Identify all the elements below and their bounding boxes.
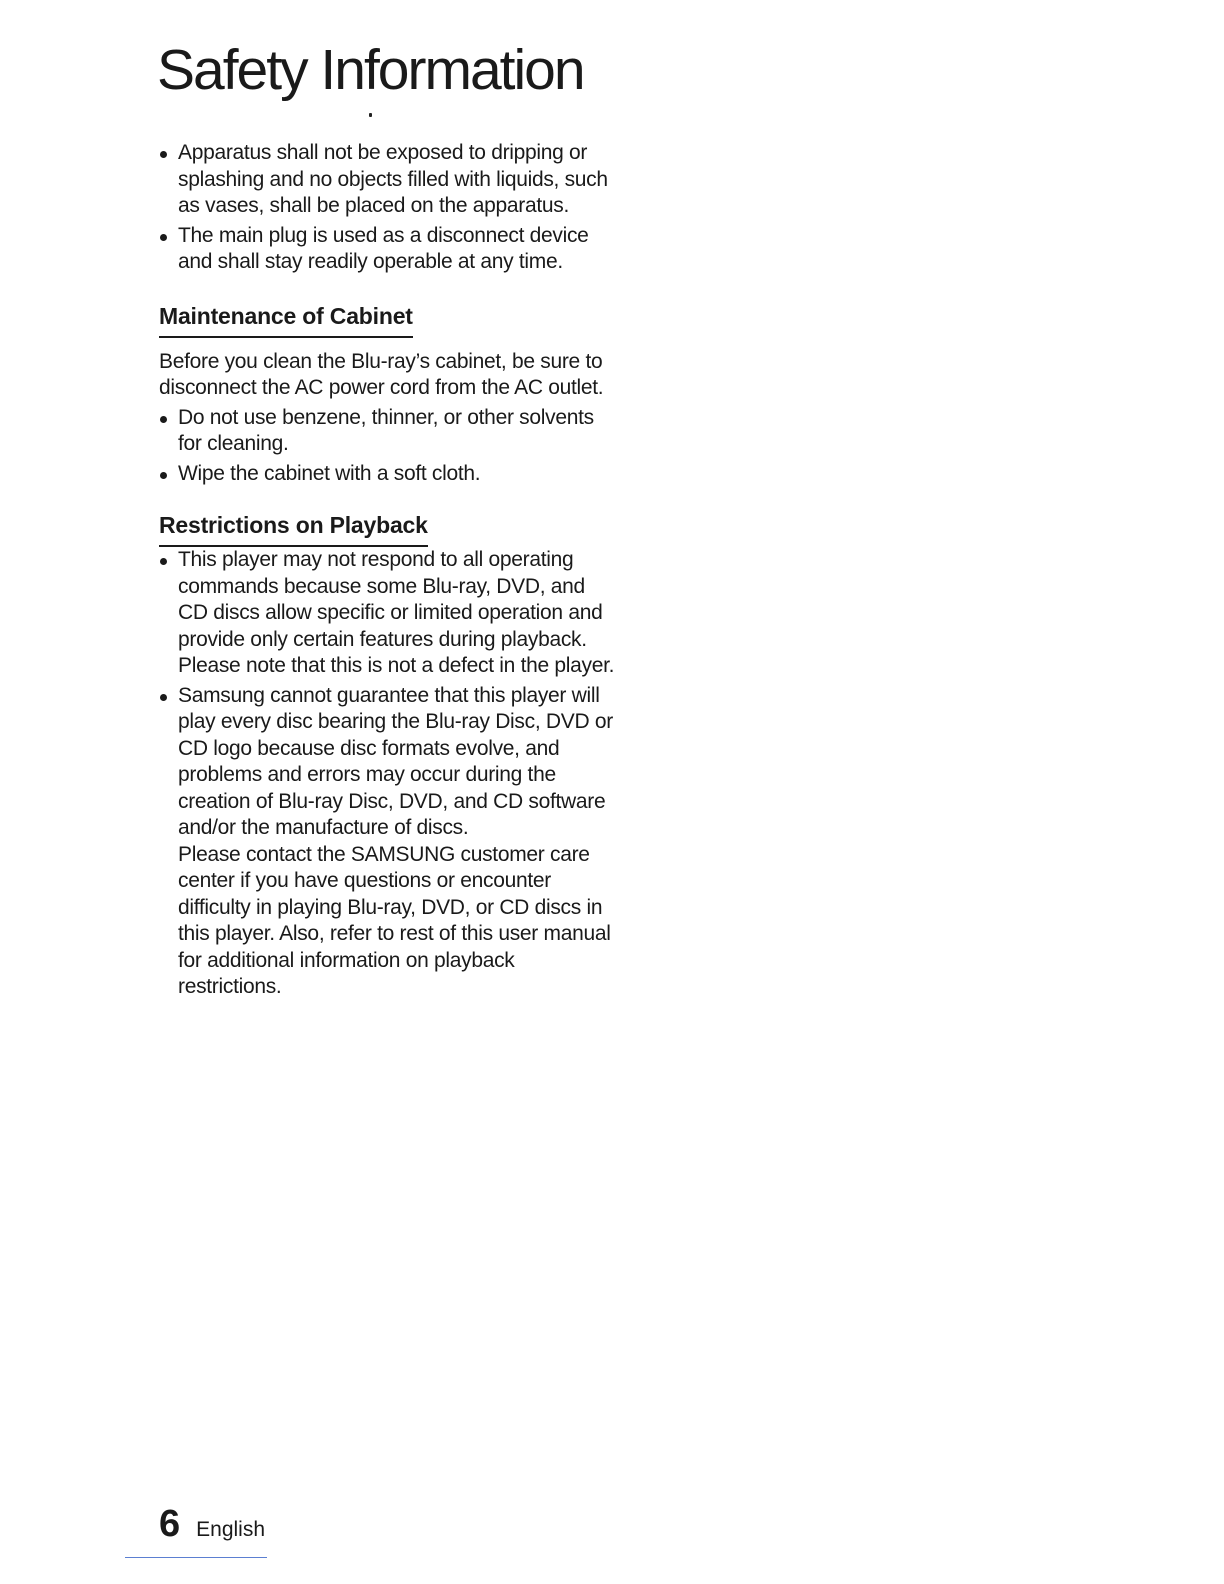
page-language-label: English xyxy=(196,1518,266,1541)
maintenance-section xyxy=(159,302,619,488)
list-item xyxy=(159,683,619,1001)
list-item: This player may not respond to all operating commands because some Blu-ray, DVD, and CD discs allow specific or limited operation and provide only certain features during playback. Please note that this is not a defect in the player. xyxy=(159,547,619,680)
list-item: Do not use benzene, thinner, or other solvents for cleaning. xyxy=(159,405,619,458)
footer-divider xyxy=(125,1557,267,1558)
maintenance-bullet-list xyxy=(159,405,619,488)
content-column xyxy=(159,140,619,1004)
section-heading-maintenance: Maintenance of Cabinet xyxy=(159,302,413,338)
restrictions-section xyxy=(159,511,619,1001)
contact-note: Please contact the SAMSUNG customer care center if you have questions or encounter difficulty in playing Blu-ray, DVD, or CD discs in this player. Also, refer to rest of this user manual for additional information on playback restrictions. xyxy=(178,842,611,998)
intro-bullet-list xyxy=(159,140,619,276)
page-title: Safety Information xyxy=(157,38,584,102)
decorative-dot xyxy=(369,113,372,117)
page-number: 6 xyxy=(159,1503,181,1545)
list-item: Apparatus shall not be exposed to dripping or splashing and no objects filled with liquids, such as vases, shall be placed on the apparatus. xyxy=(159,140,619,220)
page-footer xyxy=(159,1505,265,1543)
maintenance-paragraph: Before you clean the Blu-ray’s cabinet, be sure to disconnect the AC power cord from the AC outlet. xyxy=(159,349,604,399)
section-heading-restrictions: Restrictions on Playback xyxy=(159,511,428,547)
list-item: Wipe the cabinet with a soft cloth. xyxy=(159,461,619,488)
restrictions-bullet-list xyxy=(159,547,619,1001)
list-item: The main plug is used as a disconnect device and shall stay readily operable at any time. xyxy=(159,223,619,276)
list-item-text: Samsung cannot guarantee that this player will play every disc bearing the Blu-ray Disc, DVD or CD logo because disc formats evolve, and problems and errors may occur during the creation of Blu-ray Disc, DVD, and CD software and/or the manufacture of discs. xyxy=(178,683,613,839)
